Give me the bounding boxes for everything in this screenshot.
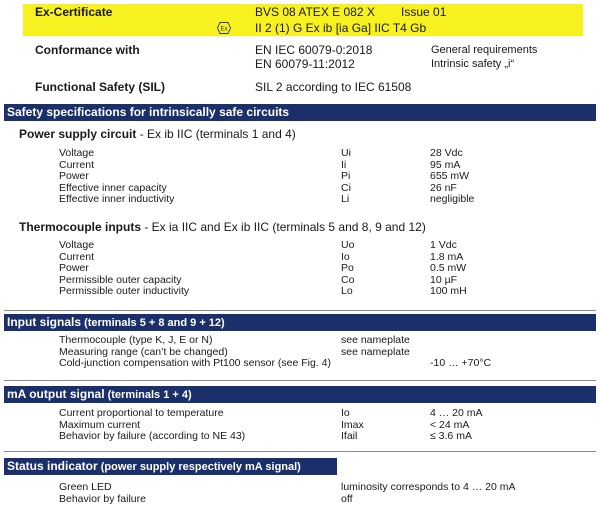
conformance-std1: EN IEC 60079-0:2018 — [255, 43, 373, 57]
spec-label: Power — [59, 170, 89, 182]
spec-label: Effective inner inductivity — [59, 193, 175, 205]
spec-label: Current — [59, 250, 95, 263]
spec-label: Power — [59, 262, 89, 274]
spec-label: Current — [59, 158, 95, 171]
spec-symbol: Lo — [341, 285, 353, 297]
divider — [4, 451, 596, 452]
spec-symbol: Ui — [341, 147, 351, 159]
spec-symbol: Io — [341, 250, 350, 263]
spec-symbol: Pi — [341, 170, 351, 182]
spec-value: 1.8 mA — [430, 250, 464, 263]
output-label: Behavior by failure (according to NE 43) — [59, 430, 246, 442]
spec-symbol: Ci — [341, 181, 351, 194]
signal-label: Measuring range (can’t be changed) — [59, 345, 228, 358]
output-symbol: Io — [341, 407, 350, 419]
spec-label: Permissible outer capacity — [59, 273, 182, 286]
ex-hexagon-icon — [217, 22, 231, 34]
signal-label: Cold-junction compensation with Pt100 sensor (see Fig. 4) — [59, 357, 331, 369]
cert-label: Ex-Certificate — [35, 5, 113, 19]
cert-issue: Issue 01 — [401, 5, 447, 19]
spec-value: negligible — [430, 193, 475, 205]
conformance-std2: EN 60079-11:2012 — [255, 57, 355, 71]
spec-value: 26 nF — [430, 181, 457, 194]
divider — [4, 380, 596, 381]
spec-symbol: Co — [341, 273, 355, 286]
signal-note: see nameplate — [341, 334, 410, 346]
spec-value: 0.5 mW — [430, 262, 467, 274]
output-label: Current proportional to temperature — [59, 407, 224, 419]
spec-label: Permissible outer inductivity — [59, 285, 190, 297]
output-value: 4 … 20 mA — [430, 407, 483, 419]
ex-symbol-text: Ex — [220, 26, 228, 33]
status-label: Green LED — [59, 481, 112, 493]
output-symbol: Imax — [341, 418, 364, 431]
conformance-std1-desc: General requirements — [431, 44, 538, 56]
spec-label: Voltage — [59, 239, 95, 251]
output-symbol: Ifail — [341, 430, 358, 442]
spec-symbol: Ii — [341, 158, 347, 171]
spec-symbol: Li — [341, 193, 350, 205]
output-label: Maximum current — [59, 418, 141, 431]
status-value: off — [341, 492, 353, 505]
signal-label: Thermocouple (type K, J, E or N) — [59, 334, 213, 346]
power-circuit-title: Power supply circuit - Ex ib IIC (terminals 1 and 4) — [19, 127, 296, 141]
spec-symbol: Uo — [341, 239, 355, 251]
spec-value: 95 mA — [430, 158, 461, 171]
spec-value: 1 Vdc — [430, 239, 457, 251]
input-signals-header: Input signals (terminals 5 + 8 and 9 + 12) — [4, 314, 596, 331]
status-indicator-header: Status indicator (power supply respectively mA signal) — [4, 458, 337, 475]
status-value: luminosity corresponds to 4 … 20 mA — [341, 481, 516, 493]
spec-symbol: Po — [341, 262, 354, 274]
ma-output-header: mA output signal (terminals 1 + 4) — [4, 386, 596, 403]
signal-note: see nameplate — [341, 345, 410, 358]
output-value: < 24 mA — [430, 418, 470, 431]
output-value: ≤ 3.6 mA — [430, 430, 472, 442]
sil-label: Functional Safety (SIL) — [35, 80, 166, 94]
safety-section-header: Safety specifications for intrinsically safe circuits — [4, 104, 596, 121]
conformance-std2-desc: Intrinsic safety „i“ — [431, 58, 515, 70]
cert-marking: II 2 (1) G Ex ib [ia Ga] IIC T4 Gb — [255, 21, 427, 35]
divider — [4, 310, 596, 311]
signal-value: -10 … +70°C — [430, 357, 492, 369]
thermocouple-inputs-title: Thermocouple inputs - Ex ia IIC and Ex ib IIC (terminals 5 and 8, 9 and 12) — [19, 220, 426, 234]
cert-number: BVS 08 ATEX E 082 X — [255, 5, 375, 19]
spec-value: 100 mH — [430, 285, 467, 297]
sil-value: SIL 2 according to IEC 61508 — [255, 80, 412, 94]
spec-value: 10 µF — [430, 273, 458, 286]
spec-label: Effective inner capacity — [59, 181, 167, 194]
conformance-label: Conformance with — [35, 43, 140, 57]
spec-value: 655 mW — [430, 170, 470, 182]
spec-value: 28 Vdc — [430, 147, 463, 159]
status-label: Behavior by failure — [59, 492, 146, 505]
spec-label: Voltage — [59, 147, 95, 159]
